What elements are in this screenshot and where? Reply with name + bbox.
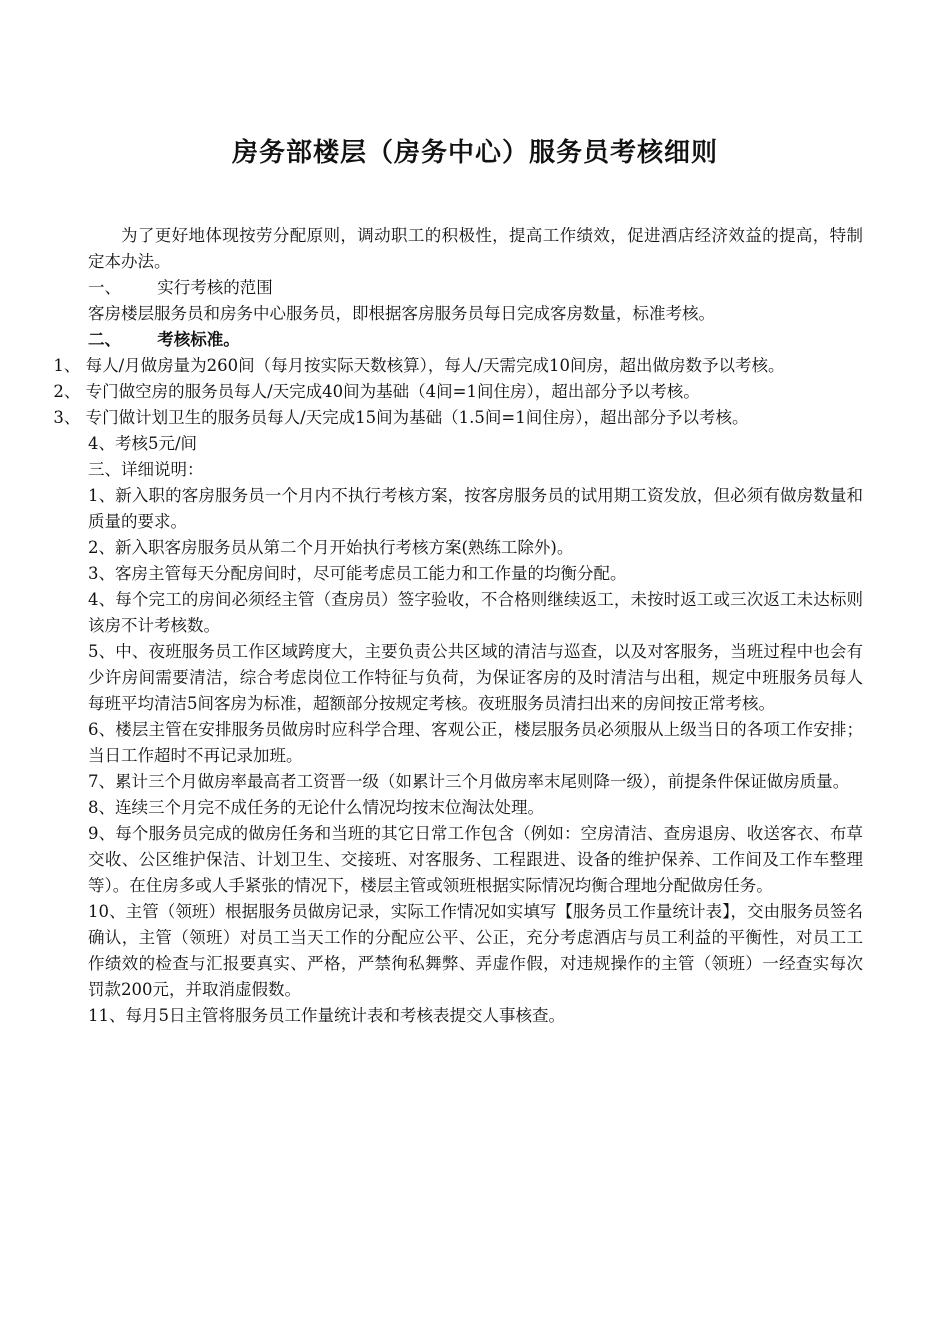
section-3-item: 1、新入职的客房服务员一个月内不执行考核方案，按客房服务员的试用期工资发放，但必须有做房数量和质量的要求。 (88, 486, 863, 531)
section-2-heading (88, 327, 863, 353)
section-3-item: 3、客房主管每天分配房间时，尽可能考虑员工能力和工作量的均衡分配。 (88, 564, 627, 583)
section-3-item: 10、主管（领班）根据服务员做房记录，实际工作情况如实填写【服务员工作量统计表】，交由服务员签名确认，主管（领班）对员工当天工作的分配应公平、公正，充分考虑酒店与员工利益的平衡性，对员工工作绩效的检查与汇报要真实、严格，严禁徇私舞弊、弄虚作假，对违规操作的主管（领班）一经查实每次罚款200元，并取消虚假数。 (88, 902, 863, 999)
section-2-number: 二、 (88, 330, 121, 349)
section-2-item: 2、 专门做空房的服务员每人/天完成40间为基础（4间=1间住房），超出部分予以考核。 (53, 382, 700, 401)
section-3-item: 7、累计三个月做房率最高者工资晋一级（如累计三个月做房率末尾则降一级），前提条件保证做房质量。 (88, 772, 850, 791)
section-2-item: 3、 专门做计划卫生的服务员每人/天完成15间为基础（1.5间=1间住房），超出部分予以考核。 (53, 408, 749, 427)
section-1-heading (88, 275, 863, 301)
section-1-text: 客房楼层服务员和房务中心服务员，即根据客房服务员每日完成客房数量，标准考核。 (88, 304, 715, 323)
section-3-item: 6、楼层主管在安排服务员做房时应科学合理、客观公正，楼层服务员必须服从上级当日的各项工作安排；当日工作超时不再记录加班。 (88, 720, 863, 765)
section-2-title: 考核标准。 (157, 330, 240, 349)
section-2-item: 1、 每人/月做房量为260间（每月按实际天数核算），每人/天需完成10间房，超出做房数予以考核。 (53, 356, 785, 375)
section-1-title: 实行考核的范围 (157, 278, 273, 297)
document-title: 房务部楼层（房务中心）服务员考核细则 (231, 138, 718, 168)
document-body (53, 223, 863, 1029)
section-2-item: 4、考核5元/间 (88, 434, 198, 453)
section-3-heading: 三、详细说明： (88, 460, 204, 479)
section-3-item: 2、新入职客房服务员从第二个月开始执行考核方案(熟练工除外)。 (88, 538, 574, 557)
section-1-number: 一、 (88, 278, 121, 297)
section-3-item: 9、每个服务员完成的做房任务和当班的其它日常工作包含（例如：空房清洁、查房退房、收送客衣、布草交收、公区维护保洁、计划卫生、交接班、对客服务、工程跟进、设备的维护保养、工作间及工作车整理等）。在住房多或人手紧张的情况下，楼层主管或领班根据实际情况均衡合理地分配做房任务。 (88, 824, 863, 895)
section-3-item: 4、每个完工的房间必须经主管（查房员）签字验收，不合格则继续返工，未按时返工或三次返工未达标则该房不计考核数。 (88, 590, 863, 635)
section-3-item: 8、连续三个月完不成任务的无论什么情况均按末位淘汰处理。 (88, 798, 544, 817)
section-3-item: 11、每月5日主管将服务员工作量统计表和考核表提交人事核查。 (88, 1006, 565, 1025)
section-3-item: 5、中、夜班服务员工作区域跨度大，主要负责公共区域的清洁与巡查，以及对客服务，当班过程中也会有少许房间需要清洁，综合考虑岗位工作特征与负荷，为保证客房的及时清洁与出租，规定中班服务员每人每班平均清洁5间客房为标准，超额部分按规定考核。夜班服务员清扫出来的房间按正常考核。 (88, 642, 863, 713)
intro-paragraph: 为了更好地体现按劳分配原则，调动职工的积极性，提高工作绩效，促进酒店经济效益的提高，特制定本办法。 (88, 226, 863, 271)
